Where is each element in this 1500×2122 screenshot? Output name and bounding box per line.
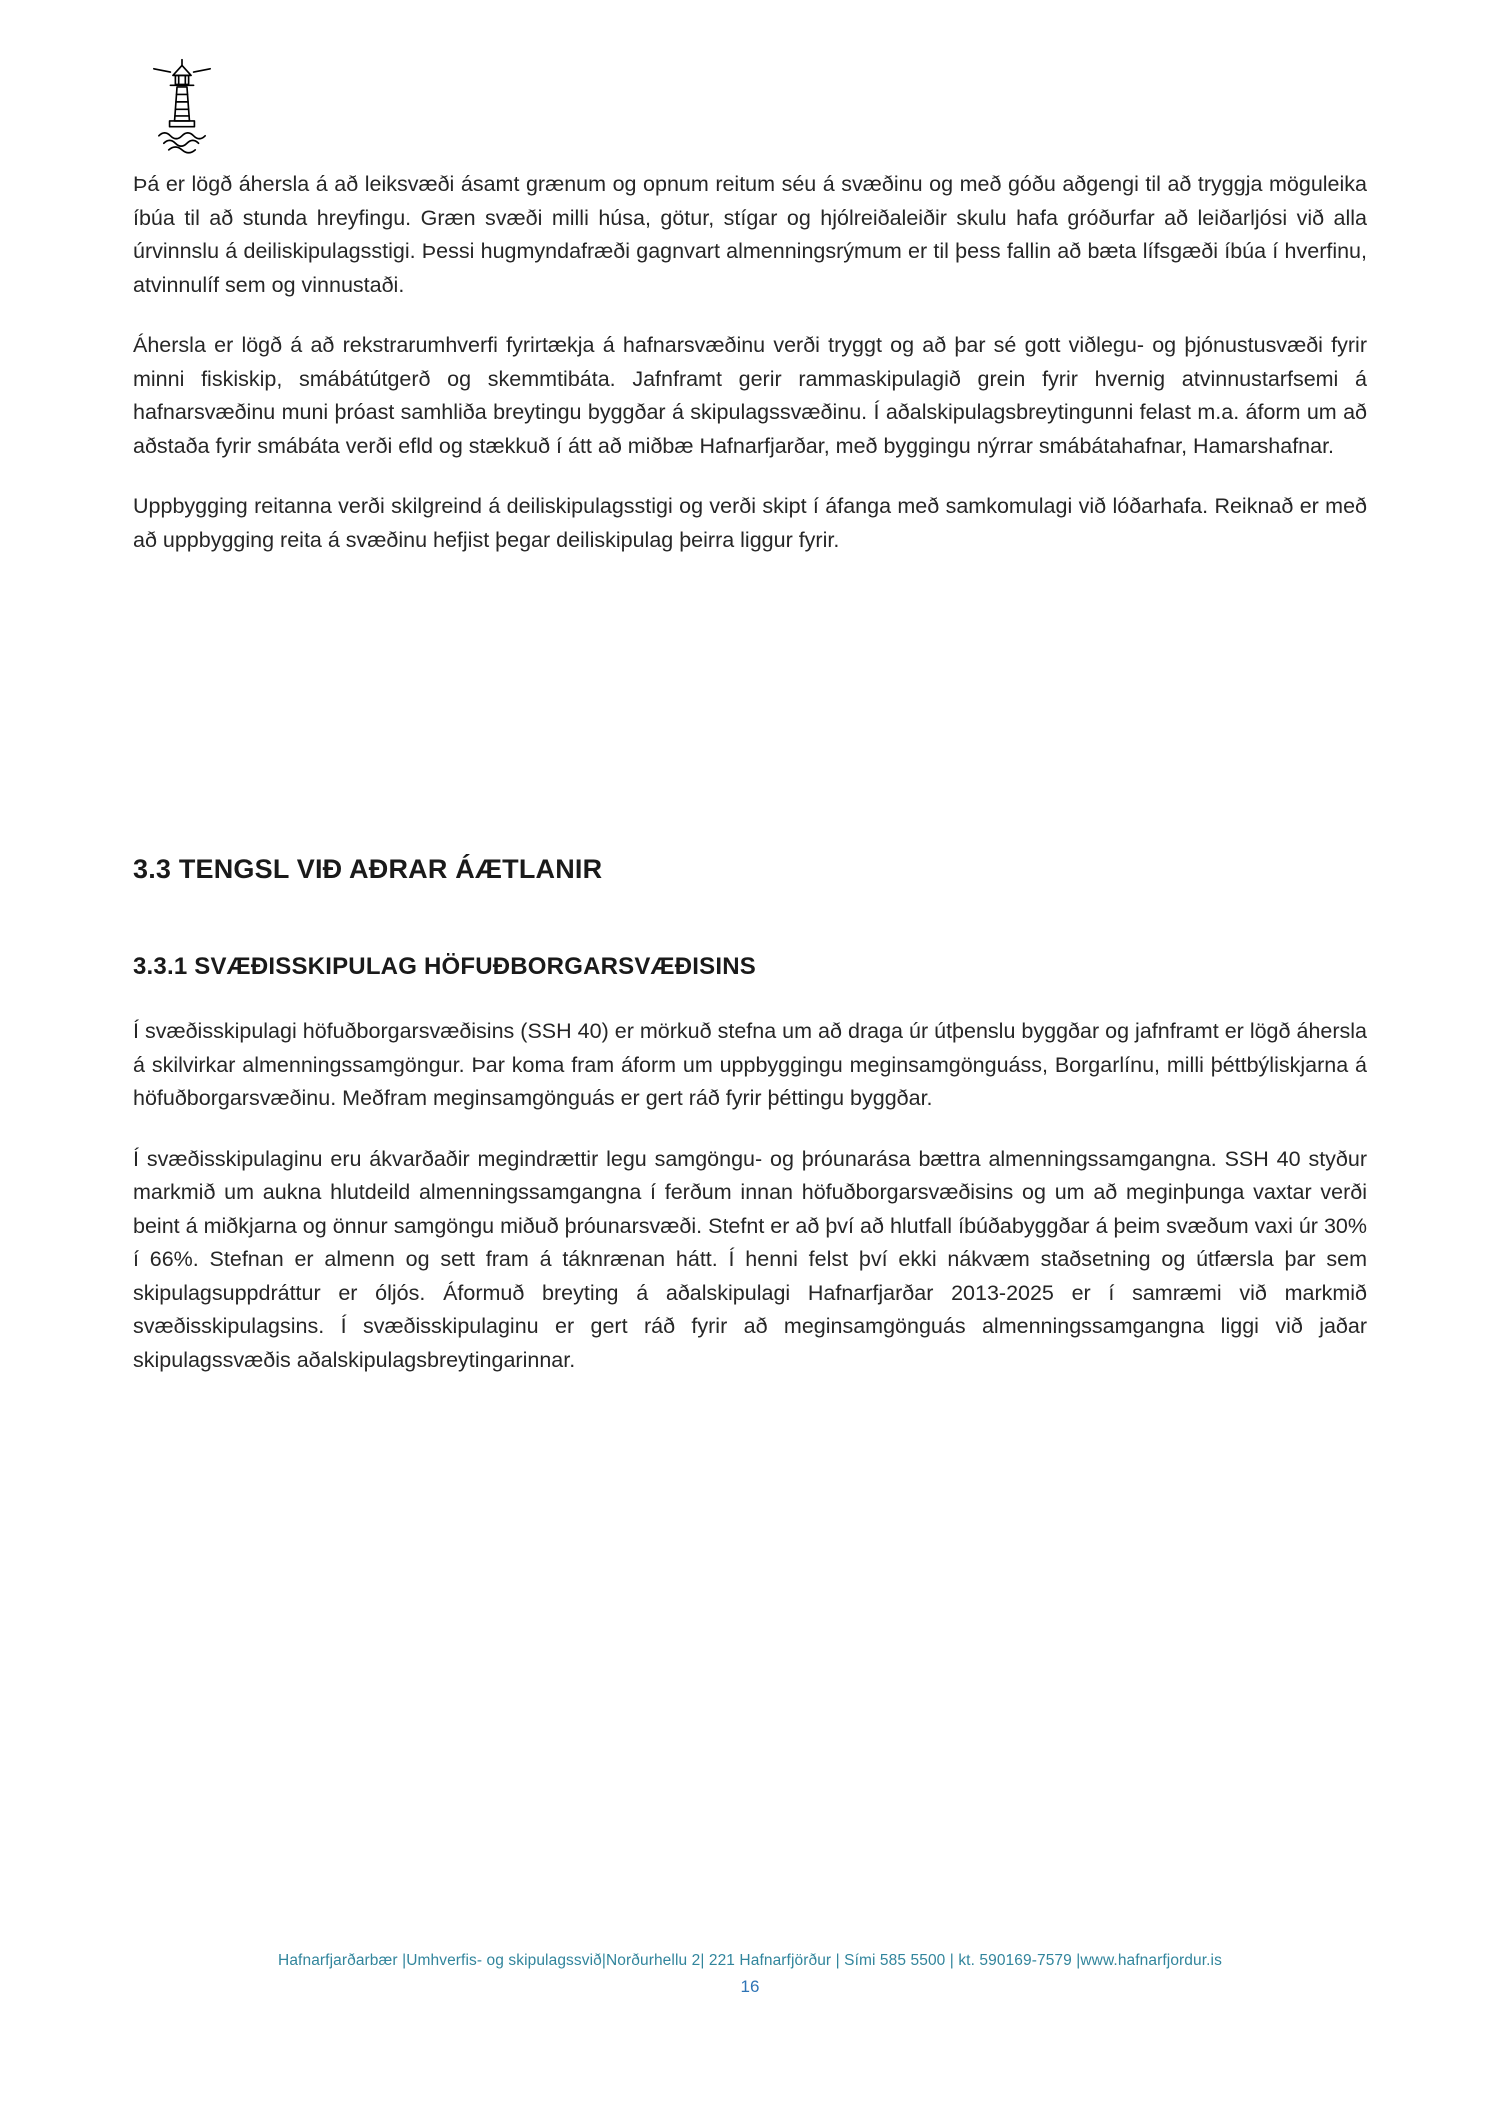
- lighthouse-logo: [140, 58, 224, 154]
- body-paragraph: Áhersla er lögð á að rekstrarumhverfi fyrirtækja á hafnarsvæðinu verði tryggt og að þar sé gott viðlegu- og þjónustusvæði fyrir minni fiskiskip, smábátútgerð og skemmtibáta. Jafnframt gerir rammaskipulagið grein fyrir hvernig atvinnustarfsemi á hafnarsvæðinu muni þróast samhliða breytingu byggðar á skipulagssvæðinu. Í aðalskipulagsbreytingunni felast m.a. áform um að aðstaða fyrir smábáta verði efld og stækkuð í átt að miðbæ Hafnarfjarðar, með byggingu nýrrar smábátahafnar, Hamarshafnar.: [133, 333, 1367, 458]
- page-footer: [0, 1952, 1500, 1997]
- page-number: 16: [740, 1977, 760, 1996]
- body-paragraph: Í svæðisskipulagi höfuðborgarsvæðisins (SSH 40) er mörkuð stefna um að draga úr útþenslu byggðar og jafnframt er lögð áhersla á skilvirkar almenningssamgöngur. Þar koma fram áform um uppbyggingu meginsamgönguáss, Borgarlínu, milli þéttbýliskjarna á höfuðborgarsvæðinu. Meðfram meginsamgönguás er gert ráð fyrir þéttingu byggðar.: [133, 1019, 1367, 1110]
- body-paragraph: Uppbygging reitanna verði skilgreind á deiliskipulagsstigi og verði skipt í áfanga með samkomulagi við lóðarhafa. Reiknað er með að uppbygging reita á svæðinu hefjist þegar deiliskipulag þeirra liggur fyrir.: [133, 494, 1367, 552]
- subsection-heading: 3.3.1 SVÆÐISSKIPULAG HÖFUÐBORGARSVÆÐISINS: [133, 953, 756, 980]
- footer-info-line: Hafnarfjarðarbær |Umhverfis- og skipulagssvið|Norðurhellu 2| 221 Hafnarfjörður | Sími 585 5500 | kt. 590169-7579 |www.hafnarfjordur.is: [278, 1952, 1222, 1969]
- lighthouse-icon: [140, 58, 224, 154]
- body-paragraph: Þá er lögð áhersla á að leiksvæði ásamt grænum og opnum reitum séu á svæðinu og með góðu aðgengi til að tryggja möguleika íbúa til að stunda hreyfingu. Græn svæði milli húsa, götur, stígar og hjólreiðaleiðir skulu hafa gróðurfar að leiðarljósi við alla úrvinnslu á deiliskipulagsstigi. Þessi hugmyndafræði gagnvart almenningsrýmum er til þess fallin að bæta lífsgæði íbúa í hverfinu, atvinnulíf sem og vinnustaði.: [133, 172, 1367, 297]
- section-heading: 3.3 TENGSL VIÐ AÐRAR ÁÆTLANIR: [133, 854, 603, 884]
- document-body: [133, 168, 1367, 1404]
- body-paragraph: Í svæðisskipulaginu eru ákvarðaðir megindrættir legu samgöngu- og þróunarása bættra almenningssamgangna. SSH 40 styður markmið um aukna hlutdeild almenningssamgangna í ferðum innan höfuðborgarsvæðisins og um að meginþunga vaxtar verði beint á miðkjarna og önnur samgöngu miðuð þróunarsvæði. Stefnt er að því að hlutfall íbúðabyggðar á þeim svæðum vaxi úr 30% í 66%. Stefnan er almenn og sett fram á táknrænan hátt. Í henni felst því ekki nákvæm staðsetning og útfærsla þar sem skipulagsuppdráttur er óljós. Áformuð breyting á aðalskipulagi Hafnarfjarðar 2013-2025 er í samræmi við markmið svæðisskipulagsins. Í svæðisskipulaginu er gert ráð fyrir að meginsamgönguás almenningssamgangna liggi við jaðar skipulagssvæðis aðalskipulagsbreytingarinnar.: [133, 1146, 1367, 1372]
